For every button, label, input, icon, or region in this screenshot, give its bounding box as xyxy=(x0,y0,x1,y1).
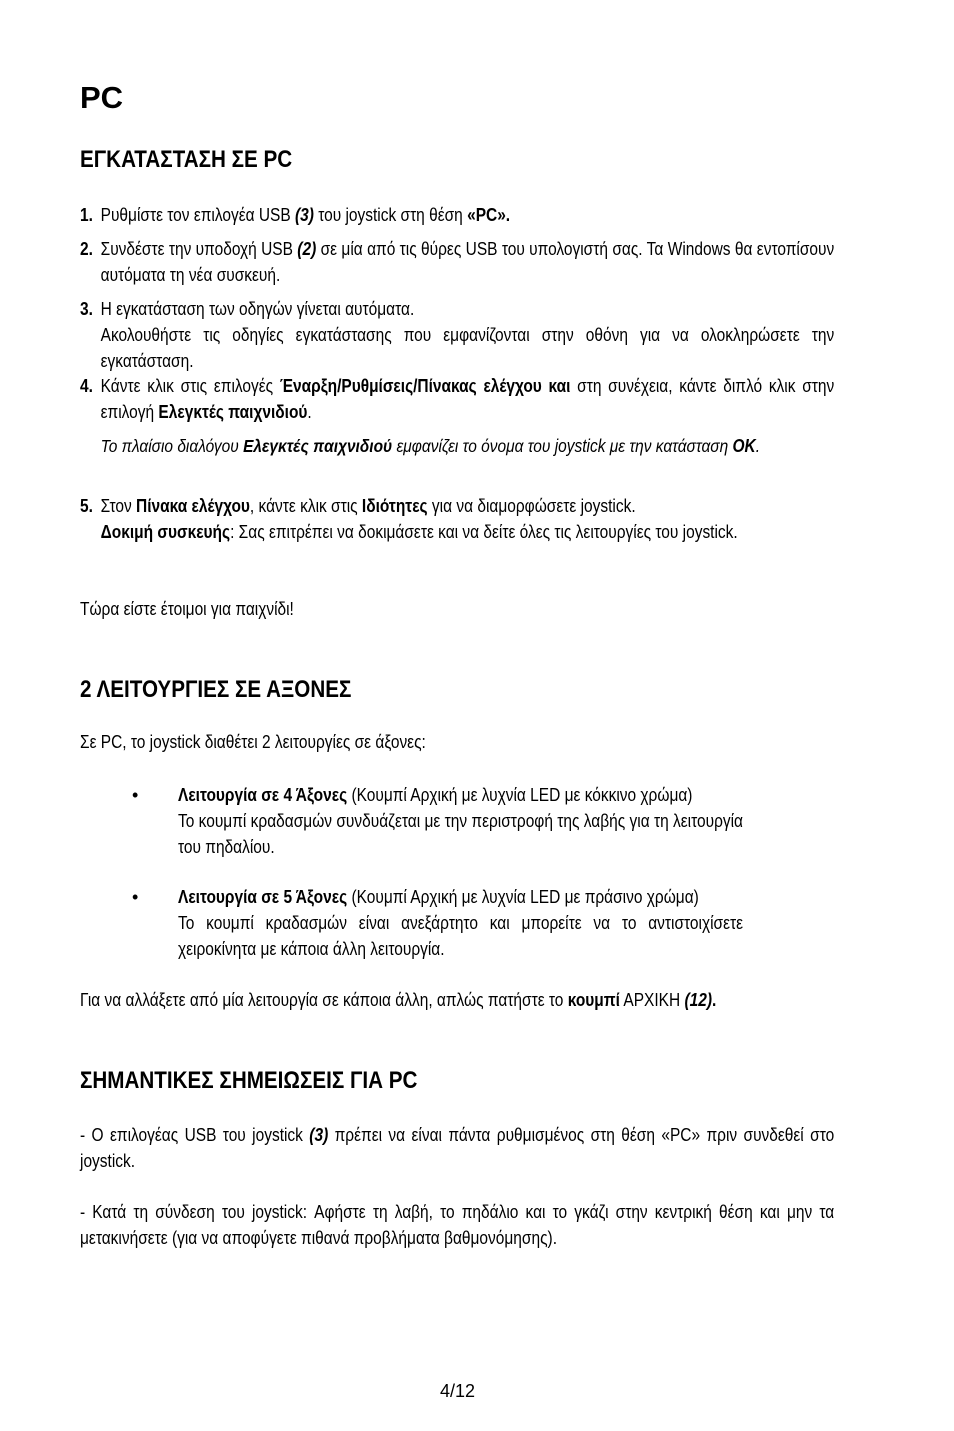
step-1: 1. Ρυθμίστε τον επιλογέα USB (3) του joystick στη θέση «PC». xyxy=(80,205,511,225)
step-4: 4. Κάντε κλικ στις επιλογές Έναρξη/Ρυθμίσεις/Πίνακας ελέγχου και στη συνέχεια, κάντε διπλό κλικ στην επιλογή Ελεγκτές παιχνιδιού. xyxy=(80,376,835,422)
bullet-icon: • xyxy=(132,887,139,907)
bullet-icon: • xyxy=(132,785,139,805)
axes-intro: Σε PC, το joystick διαθέτει 2 λειτουργίες σε άξονες: xyxy=(80,732,426,752)
page-title: PC xyxy=(80,80,124,115)
mode-switch-text: Για να αλλάξετε από μία λειτουργία σε κάποια άλλη, απλώς πατήστε το κουμπί ΑΡΧΙΚΗ (12). xyxy=(80,990,717,1010)
mode-4-axes: • Λειτουργία σε 4 Άξονες (Κουμπί Αρχική με λυχνία LED με κόκκινο χρώμα) Το κουμπί κραδασμών συνδυάζεται με την περιστροφή της λαβής για τη λειτουργία του πηδαλίου. xyxy=(132,782,835,860)
section-heading-installation: ΕΓΚΑΤΑΣΤΑΣΗ ΣΕ PC xyxy=(80,146,293,173)
ready-text: Τώρα είστε έτοιμοι για παιχνίδι! xyxy=(80,599,294,619)
section-heading-notes: ΣΗΜΑΝΤΙΚΕΣ ΣΗΜΕΙΩΣΕΙΣ ΓΙΑ PC xyxy=(80,1067,418,1094)
page-number: 4/12 xyxy=(439,1381,476,1401)
manual-page xyxy=(80,0,835,1431)
step-5: 5. Στον Πίνακα ελέγχου, κάντε κλικ στις Ιδιότητες για να διαμορφώσετε joystick. Δοκιμή συσκευής: Σας επιτρέπει να δοκιμάσετε και να δείτε όλες τις λειτουργίες του joystick. xyxy=(80,496,738,542)
step-2: 2. Συνδέστε την υποδοχή USB (2) σε μία από τις θύρες USB του υπολογιστή σας. Τα Windows θα εντοπίσουν αυτόματα τη νέα συσκευή. xyxy=(80,239,835,285)
note-calibration: - Κατά τη σύνδεση του joystick: Αφήστε τη λαβή, το πηδάλιο και το γκάζι στην κεντρική θέση και μην τα μετακινήσετε (για να αποφύγετε πιθανά προβλήματα βαθμονόμησης). xyxy=(80,1202,835,1248)
section-heading-axes: 2 ΛΕΙΤΟΥΡΓΙΕΣ ΣΕ ΑΞΟΝΕΣ xyxy=(80,676,352,703)
note-usb-selector: - Ο επιλογέας USB του joystick (3) πρέπει να είναι πάντα ρυθμισμένος στη θέση «PC» πριν συνδεθεί στο joystick. xyxy=(80,1125,835,1171)
step-3: 3. Η εγκατάσταση των οδηγών γίνεται αυτόματα. Ακολουθήστε τις οδηγίες εγκατάστασης που εμφανίζονται στην οθόνη για να ολοκληρώσετε την εγκατάσταση. xyxy=(80,299,835,371)
step-4-note: Το πλαίσιο διαλόγου Ελεγκτές παιχνιδιού εμφανίζει το όνομα του joystick με την κατάσταση OK. xyxy=(100,436,761,456)
mode-5-axes: • Λειτουργία σε 5 Άξονες (Κουμπί Αρχική με λυχνία LED με πράσινο χρώμα) Το κουμπί κραδασμών είναι ανεξάρτητο και μπορείτε να το αντιστοιχίσετε χειροκίνητα με κάποια άλλη λειτουργία. xyxy=(132,884,835,962)
